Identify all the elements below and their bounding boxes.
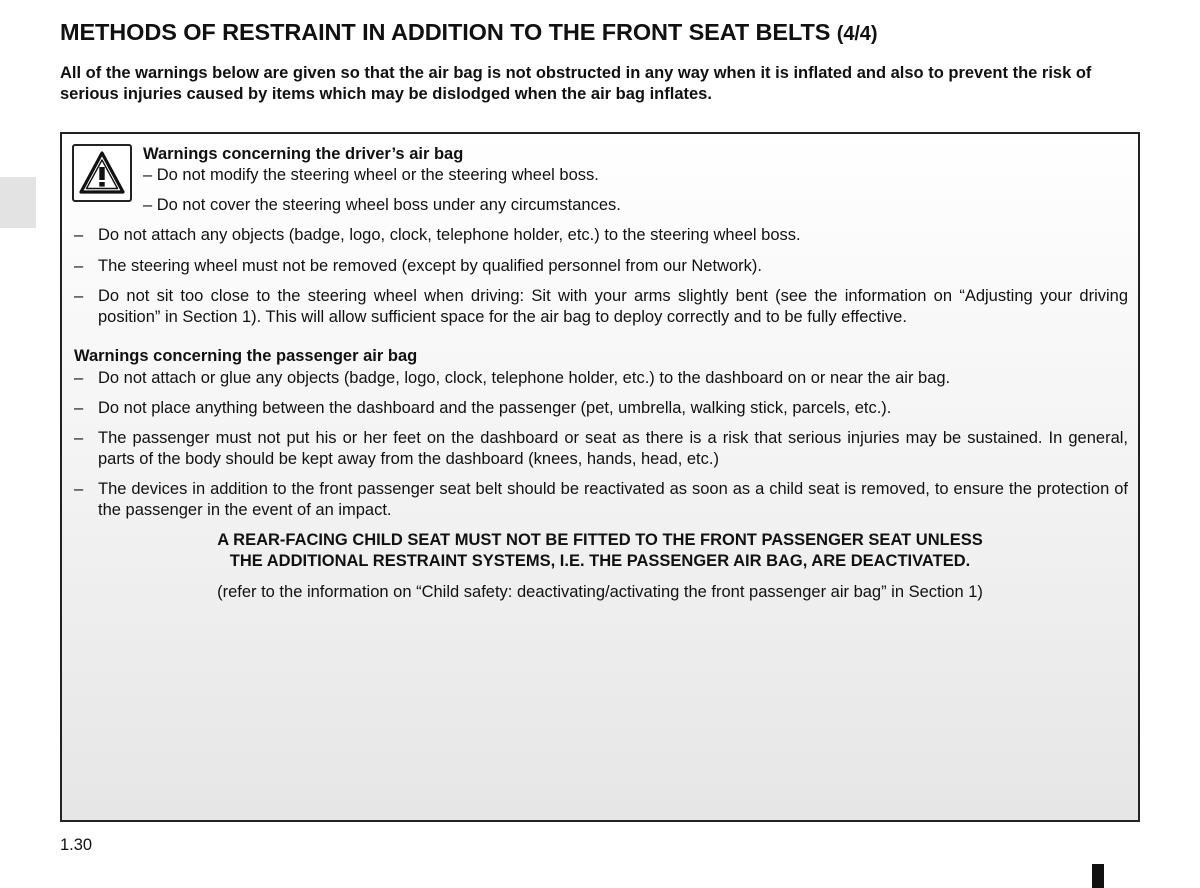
intro-paragraph: All of the warnings below are given so that the air bag is not obstructed in any way when it is inflated and also to prevent the risk of serious injuries caused by items which may be dislodged when the air bag inflates. <box>60 64 1092 103</box>
driver-warning-item <box>74 225 1128 246</box>
warning-text: The devices in addition to the front passenger seat belt should be reactivated as soon as a child seat is removed, to ensure the protection of the passenger in the event of an impact. <box>98 480 1128 519</box>
driver-warning-item <box>74 256 1128 277</box>
warning-text: Do not place anything between the dashboard and the passenger (pet, umbrella, walking stick, parcels, etc.). <box>98 399 892 417</box>
driver-warning-item <box>74 286 1128 328</box>
dash-bullet: – <box>74 369 84 387</box>
warning-triangle-icon <box>72 144 132 202</box>
passenger-warning-item <box>74 428 1128 470</box>
driver-warning-item: – Do not modify the steering wheel or the steering wheel boss. <box>143 166 599 184</box>
dash-bullet: – <box>74 429 84 447</box>
page-corner-mark <box>1092 864 1104 888</box>
dash-bullet: – <box>74 226 84 244</box>
warning-text: Do not attach any objects (badge, logo, clock, telephone holder, etc.) to the steering wheel boss. <box>98 226 801 244</box>
dash-bullet: – <box>74 480 84 498</box>
warning-text: Do not attach or glue any objects (badge, logo, clock, telephone holder, etc.) to the dashboard on or near the air bag. <box>98 369 951 387</box>
dash-bullet: – <box>74 399 84 417</box>
page-title <box>60 19 877 46</box>
warning-text: Do not sit too close to the steering wheel when driving: Sit with your arms slightly bent (see the information on “Adjusting your driving position” in Section 1). This will allow sufficient space for the air bag to deploy correctly and to be fully effective. <box>98 287 1128 326</box>
warning-box <box>60 132 1140 822</box>
driver-warning-item: – Do not cover the steering wheel boss under any circumstances. <box>143 196 621 214</box>
section-reference: (refer to the information on “Child safety: deactivating/activating the front passenger air bag” in Section 1) <box>217 583 983 601</box>
passenger-warning-item <box>74 479 1128 521</box>
passenger-warning-item <box>74 368 1128 389</box>
caution-line: A REAR-FACING CHILD SEAT MUST NOT BE FITTED TO THE FRONT PASSENGER SEAT UNLESS <box>217 531 983 549</box>
dash-bullet: – <box>74 287 84 305</box>
caution-line: THE ADDITIONAL RESTRAINT SYSTEMS, I.E. THE PASSENGER AIR BAG, ARE DEACTIVATED. <box>229 552 971 570</box>
section-tab-marker <box>0 177 36 228</box>
warning-text: The passenger must not put his or her feet on the dashboard or seat as there is a risk that serious injuries may be sustained. In general, parts of the body should be kept away from the dashboard (knees, hands, head, etc.) <box>98 429 1128 468</box>
page-title-text: METHODS OF RESTRAINT IN ADDITION TO THE FRONT SEAT BELTS <box>60 19 831 45</box>
driver-airbag-heading: Warnings concerning the driver’s air bag <box>143 145 464 163</box>
warning-text: The steering wheel must not be removed (except by qualified personnel from our Network). <box>98 257 762 275</box>
passenger-warning-item <box>74 398 1128 419</box>
dash-bullet: – <box>74 257 84 275</box>
passenger-airbag-heading: Warnings concerning the passenger air bag <box>74 347 418 365</box>
page-title-suffix: (4/4) <box>836 23 878 45</box>
page-number: 1.30 <box>60 836 93 854</box>
